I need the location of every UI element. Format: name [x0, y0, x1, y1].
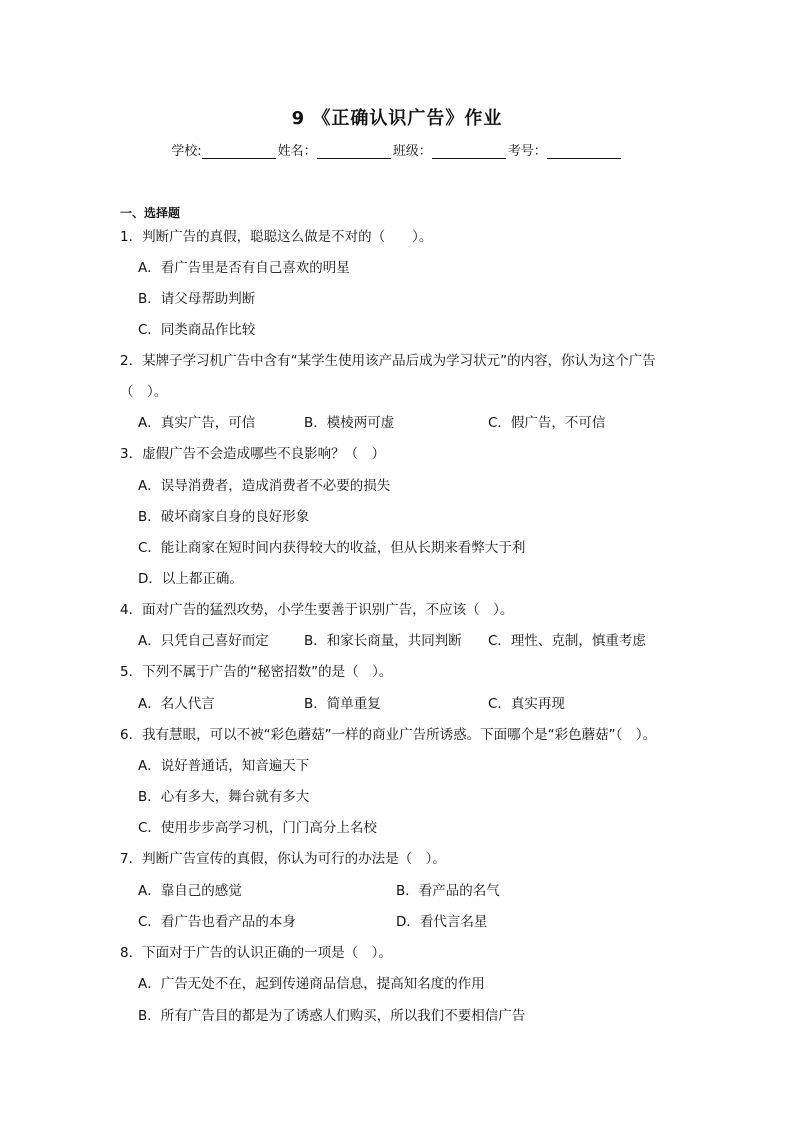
question-6-option-c: C．使用步步高学习机，门门高分上名校: [138, 820, 377, 836]
question-2-option-b: B．模棱两可虚: [304, 415, 395, 431]
school-label: 学校:: [171, 144, 202, 159]
student-info-row: [0, 140, 794, 159]
question-2-option-c: C．假广告，不可信: [488, 415, 606, 431]
question-4-option-a: A．只凭自己喜好而定: [138, 633, 269, 649]
school-blank: [202, 144, 276, 159]
question-7-stem: 7．判断广告宣传的真假，你认为可行的办法是（ ）。: [120, 851, 446, 867]
question-4-option-c: C．理性、克制，慎重考虑: [488, 633, 646, 649]
question-8-stem: 8．下面对于广告的认识正确的一项是（ ）。: [120, 945, 392, 961]
question-7-option-a: A．靠自己的感觉: [138, 883, 242, 899]
question-3-stem: 3．虚假广告不会造成哪些不良影响？（ ）: [120, 446, 386, 462]
question-3-option-c: C．能让商家在短时间内获得较大的收益，但从长期来看弊大于利: [138, 540, 526, 556]
question-6-option-b: B．心有多大，舞台就有多大: [138, 789, 310, 805]
worksheet-title: 9 《正确认识广告》作业: [291, 108, 503, 129]
class-blank: [432, 144, 506, 159]
question-2-option-a: A．真实广告，可信: [138, 415, 256, 431]
question-7-option-d: D．看代言名星: [396, 914, 488, 930]
question-1-option-a: A．看广告里是否有自己喜欢的明星: [138, 260, 350, 276]
question-1-option-b: B．请父母帮助判断: [138, 291, 256, 307]
question-1-stem: 1．判断广告的真假，聪聪这么做是不对的（ ）。: [120, 229, 433, 245]
name-blank: [317, 144, 391, 159]
exam-number-label: 考号：: [507, 144, 547, 159]
question-5-option-b: B．简单重复: [304, 696, 381, 712]
question-5-stem: 5．下列不属于广告的“秘密招数”的是（ ）。: [120, 664, 393, 680]
question-2-stem-continued: （ ）。: [120, 384, 168, 400]
question-3-option-a: A．误导消费者，造成消费者不必要的损失: [138, 478, 391, 494]
class-label: 班级：: [392, 144, 432, 159]
question-8-option-a: A．广告无处不在，起到传递商品信息，提高知名度的作用: [138, 976, 485, 992]
question-2-stem: 2．某牌子学习机广告中含有“某学生使用该产品后成为学习状元”的内容，你认为这个广告: [120, 353, 656, 369]
question-7-option-c: C．看广告也看产品的本身: [138, 914, 296, 930]
question-4-stem: 4．面对广告的猛烈攻势，小学生要善于识别广告，不应该（ ）。: [120, 602, 514, 618]
section-title: 一、选择题: [120, 206, 181, 220]
question-6-stem: 6．我有慧眼，可以不被“彩色蘑菇”一样的商业广告所诱惑。下面哪个是“彩色蘑菇”（ ）。: [120, 727, 657, 743]
question-3-option-d: D．以上都正确。: [138, 571, 243, 587]
question-8-option-b: B．所有广告目的都是为了诱惑人们购买，所以我们不要相信广告: [138, 1008, 526, 1024]
question-1-option-c: C．同类商品作比较: [138, 322, 256, 338]
question-5-option-c: C．真实再现: [488, 696, 565, 712]
question-6-option-a: A．说好普通话，知音遍天下: [138, 758, 310, 774]
name-label: 姓名：: [277, 144, 317, 159]
question-7-option-b: B．看产品的名气: [396, 883, 500, 899]
question-4-option-b: B．和家长商量，共同判断: [304, 633, 462, 649]
question-5-option-a: A．名人代言: [138, 696, 215, 712]
question-3-option-b: B．破坏商家自身的良好形象: [138, 509, 310, 525]
exam-number-blank: [547, 144, 621, 159]
